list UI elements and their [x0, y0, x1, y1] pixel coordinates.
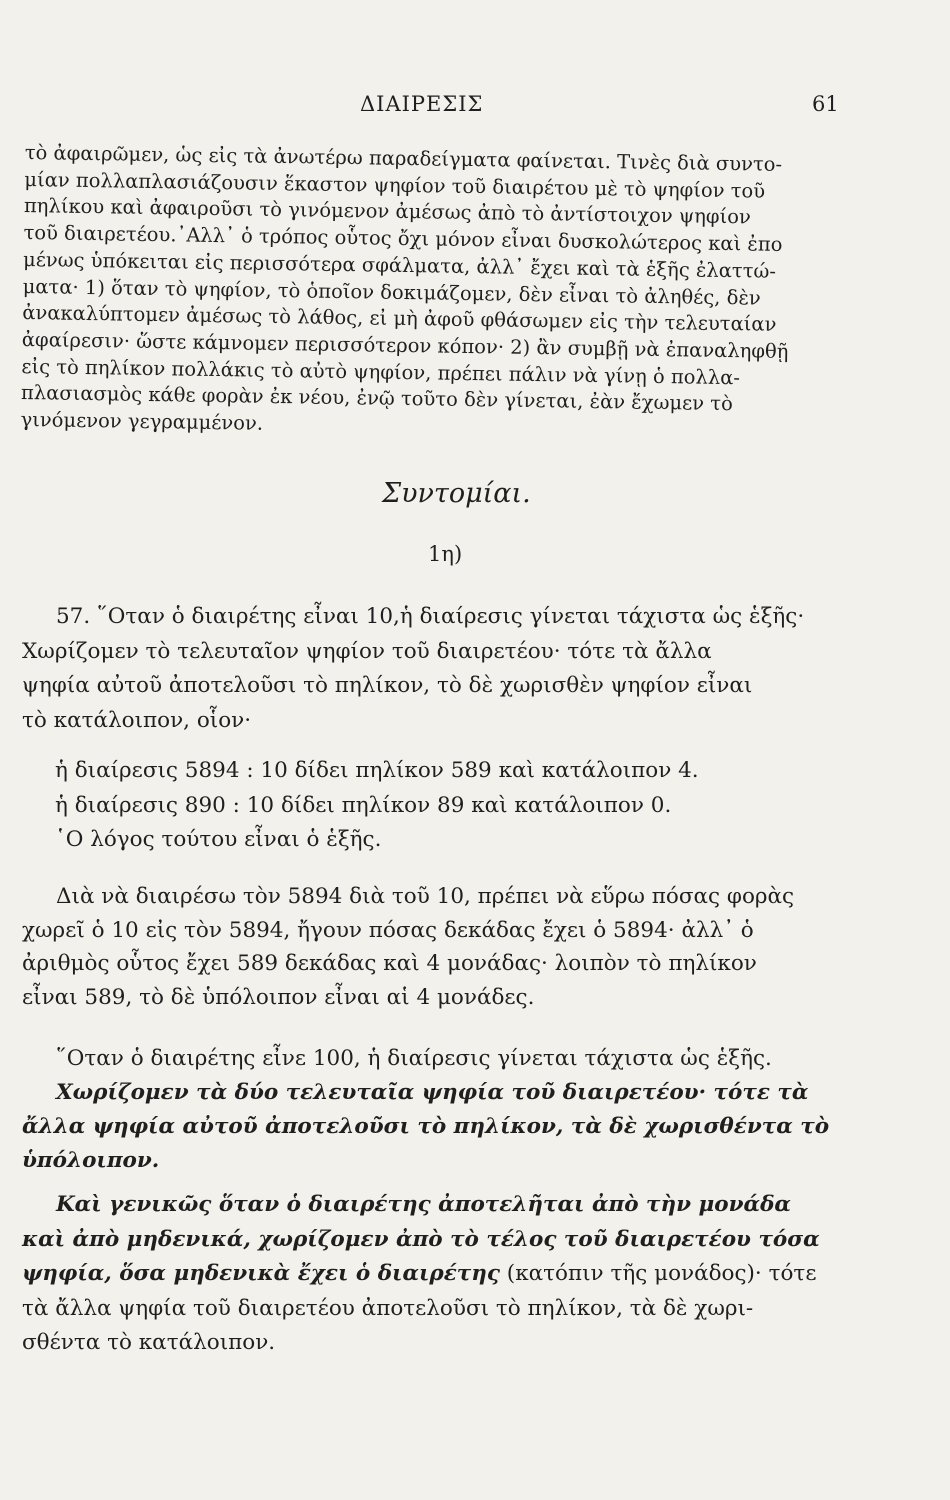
text-line: γινόμενον γεγραμμένον.	[20, 407, 264, 435]
text-line: 57. ῞Οταν ὁ διαιρέτης εἶναι 10,ἡ διαίρεσις γίνεται τάχιστα ὡς ἑξῆς·	[56, 604, 805, 629]
text-line: ἀνακαλύπτομεν ἀμέσως τὸ λάθος, εἰ μὴ ἀφοῦ φθάσωμεν εἰς τὴν τελευταίαν	[22, 301, 777, 337]
section-heading: Συντομίαι.	[382, 478, 531, 509]
example-line: ἡ διαίρεσις 890 : 10 δίδει πηλίκον 89 καὶ κατάλοιπον 0.	[55, 792, 672, 818]
rule-line: Χωρίζομεν τὰ δύο τελευταῖα ψηφία τοῦ διαιρετέου· τότε τὰ	[56, 1080, 809, 1105]
text-line: τοῦ διαιρετέου.᾽Αλλ᾽ ὁ τρόπος οὗτος ὄχι μόνον εἶναι δυσκολώτερος καὶ ἐπο	[23, 221, 783, 257]
text-line: ψηφία αὐτοῦ ἀποτελοῦσι τὸ πηλίκον, τὸ δὲ χωρισθὲν ψηφίον εἶναι	[22, 673, 753, 698]
text-line: χωρεῖ ὁ 10 εἰς τὸν 5894, ἤγουν πόσας δεκάδας ἔχει ὁ 5894· ἀλλ᾽ ὁ	[22, 917, 754, 943]
text-line: εἶναι 589, τὸ δὲ ὑπόλοιπον εἶναι αἱ 4 μονάδες.	[22, 984, 535, 1010]
example-line: ῾Ο λόγος τούτου εἶναι ὁ ἑξῆς.	[55, 827, 382, 852]
rule-line: ὑπόλοιπον.	[22, 1148, 160, 1173]
text-line: τὸ κατάλοιπον, οἷον·	[22, 707, 252, 733]
section-subheading: 1η)	[428, 542, 463, 566]
running-title: ΔΙΑΙΡΕΣΙΣ	[360, 92, 484, 116]
text-line: πηλίκου καὶ ἀφαιροῦσι τὸ γινόμενον ἀμέσως ἀπὸ τὸ ἀντίστοιχον ψηφίον	[23, 194, 751, 229]
rule-line: ἄλλα ψηφία αὐτοῦ ἀποτελοῦσι τὸ πηλίκον, τὰ δὲ χωρισθέντα τὸ	[22, 1114, 830, 1139]
text-line: τὸ ἀφαιρῶμεν, ὡς εἰς τὰ ἀνωτέρω παραδείγματα φαίνεται. Τινὲς διὰ συντο-	[24, 140, 783, 176]
paragraph-57	[22, 600, 882, 738]
text-line: Διὰ νὰ διαιρέσω τὸν 5894 διὰ τοῦ 10, πρέπει νὰ εὕρω πόσας φορὰς	[56, 884, 795, 909]
paragraph-divisor-100	[22, 1042, 882, 1178]
paragraph-1	[20, 140, 870, 447]
text-fragment: (κατόπιν τῆς μονάδος)· τότε	[499, 1261, 817, 1286]
text-line: ἀφαίρεσιν· ὥστε κάμνομεν περισσότερον κόπον· 2) ἂν συμβῇ νὰ ἐπαναληφθῇ	[21, 327, 789, 363]
page-header	[0, 92, 950, 132]
paragraph-general-rule	[22, 1188, 902, 1361]
examples-block	[55, 754, 855, 858]
rule-line: Καὶ γενικῶς ὅταν ὁ διαιρέτης ἀποτελῆται ἀπὸ τὴν μονάδα	[56, 1192, 791, 1217]
mixed-line	[22, 1257, 902, 1292]
text-line: πλασιασμὸς κάθε φορὰν ἐκ νέου, ἐνῷ τοῦτο δὲν γίνεται, ἐὰν ἔχωμεν τὸ	[20, 381, 733, 416]
text-line: ῞Οταν ὁ διαιρέτης εἶνε 100, ἡ διαίρεσις γίνεται τάχιστα ὡς ἑξῆς.	[56, 1046, 772, 1071]
rule-fragment: ψηφία, ὅσα μηδενικὰ ἔχει ὁ διαιρέτης	[22, 1261, 500, 1286]
text-line: τὰ ἄλλα ψηφία τοῦ διαιρετέου ἀποτελοῦσι τὸ πηλίκον, τὰ δὲ χωρι-	[22, 1295, 754, 1321]
text-line: μίαν πολλαπλασιάζουσιν ἕκαστον ψηφίον τοῦ διαιρέτου μὲ τὸ ψηφίον τοῦ	[24, 167, 766, 203]
rule-line: καὶ ἀπὸ μηδενικά, χωρίζομεν ἀπὸ τὸ τέλος τοῦ διαιρετέου τόσα	[22, 1226, 820, 1252]
example-line: ἡ διαίρεσις 5894 : 10 δίδει πηλίκον 589 καὶ κατάλοιπον 4.	[55, 758, 699, 783]
text-line: εἰς τὸ πηλίκον πολλάκις τὸ αὐτὸ ψηφίον, πρέπει πάλιν νὰ γίνῃ ὁ πολλα-	[21, 354, 741, 389]
text-line: ἀριθμὸς οὗτος ἔχει 589 δεκάδας καὶ 4 μονάδας· λοιπὸν τὸ πηλίκον	[22, 951, 757, 976]
text-line: Χωρίζομεν τὸ τελευταῖον ψηφίον τοῦ διαιρετέου· τότε τὰ ἄλλα	[22, 638, 712, 664]
page-number: 61	[812, 92, 839, 116]
paragraph-explanation	[22, 880, 882, 1014]
text-line: μένως ὑπόκειται εἰς περισσότερα σφάλματα, ἀλλ᾽ ἔχει καὶ τὰ ἑξῆς ἐλαττώ-	[22, 247, 777, 283]
text-line: σθέντα τὸ κατάλοιπον.	[22, 1330, 276, 1355]
text-line: ματα· 1) ὅταν τὸ ψηφίον, τὸ ὁποῖον δοκιμάζομεν, δὲν εἶναι τὸ ἀληθές, δὲν	[22, 274, 761, 310]
